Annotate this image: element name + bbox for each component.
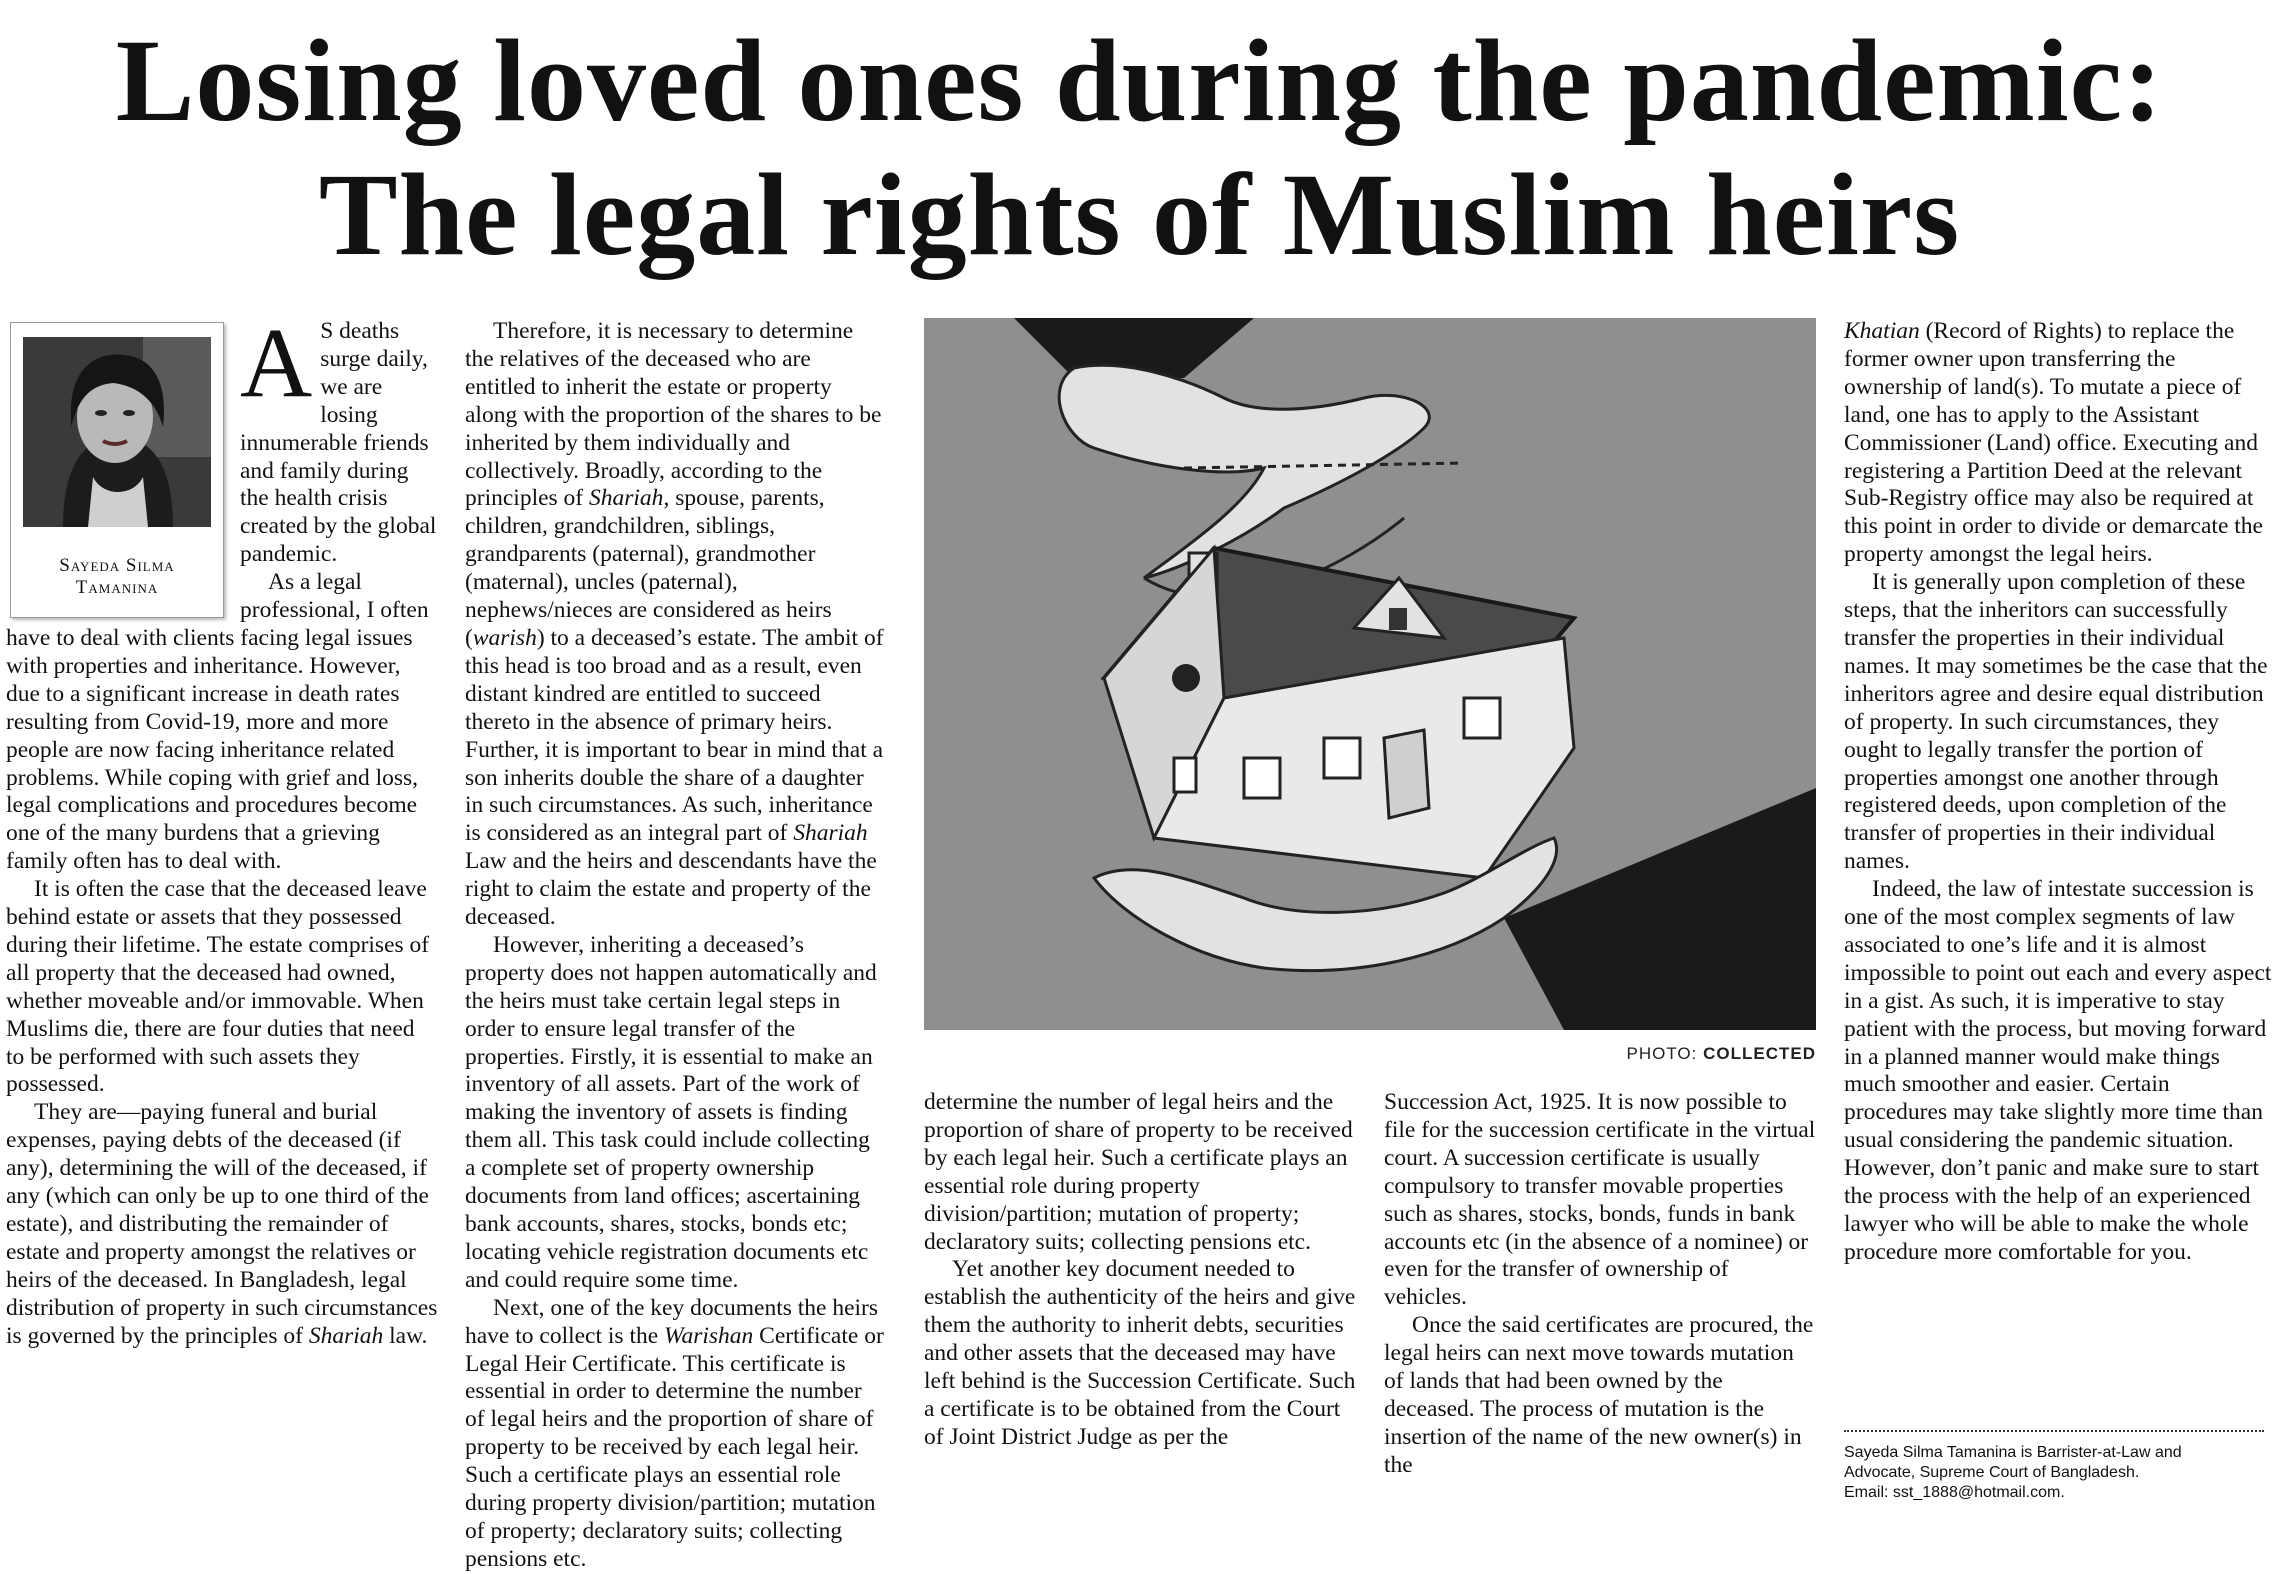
- article-column-4: [1384, 1089, 1816, 1513]
- article-paragraph: As a legal professional, I often have to deal with clients facing legal issues with properties and inheritance. However, due to a significant increase in death rates resulting from Covid-19, more and more people are now facing inheritance related problems. While coping with grief and loss, legal complications and procedures become one of the many burdens that a grieving family often has to deal with.: [6, 569, 429, 875]
- article-paragraph: Yet another key document needed to establish the authenticity of the heirs and give them the authority to inherit debts, securities and other assets that the deceased may have left behind is the Succession Certificate. Such a certificate is to be obtained from the Court of Joint District Judge as per the: [924, 1256, 1356, 1450]
- author-caption: [23, 555, 211, 599]
- italic-term: Shariah: [793, 820, 868, 847]
- headline: [0, 14, 2279, 282]
- headline-line-1: Losing loved ones during the pandemic:: [115, 15, 2164, 146]
- italic-term: warish: [472, 624, 537, 651]
- article-column-1: [6, 307, 438, 1513]
- paragraph-text: (Record of Rights) to replace the former owner upon transferring the ownership of land(s). To mutate a piece of land, one has to apply to the Assistant Commissioner (Land) office. Executing and registering a Partition Deed at the relevant Sub-Registry office may also be required at this point in order to divide or demarcate the property amongst the legal heirs.: [1844, 318, 2263, 568]
- article-paragraph: Once the said certificates are procured, the legal heirs can next move towards mutation of lands that had been owned by the deceased. The process of mutation is the insertion of the name of the new owner(s) in the: [1384, 1312, 1814, 1478]
- photo-credit: [1416, 1044, 1816, 1064]
- article-paragraph: Indeed, the law of intestate succession is one of the most complex segments of law associated to one’s life and it is almost impossible to point out each and every aspect in a gist. As such, it is imperative to stay patient with the process, but moving forward in a planned manner would make things much smoother and easier. Certain procedures may take slightly more time than usual considering the pandemic situation. However, don’t panic and make sure to start the process with the help of an experienced lawyer who will be able to make the whole procedure more comfortable for you.: [1844, 876, 2272, 1265]
- article-paragraph-continued: determine the number of legal heirs and the proportion of share of property to be received by each legal heir. Such a certificate plays an essential role during property division/partition; mutation of property; declaratory suits; collecting pensions etc.: [924, 1089, 1353, 1255]
- article-paragraph-continued: [1844, 318, 2276, 569]
- paragraph-text: Next, one of the key documents the heirs have to collect is the: [465, 1294, 879, 1349]
- author-note-line-1: Sayeda Silma Tamanina is Barrister-at-Law and: [1844, 1444, 2182, 1461]
- article-paragraph: It is generally upon completion of these steps, that the inheritors can successfully transfer the properties in their individual names. It may sometimes be the case that the inheritors agree and desire equal distribution of property. In such circumstances, they ought to legally transfer the portion of properties amongst one another through registered deeds, upon completion of the transfer of properties in their individual names.: [1844, 569, 2268, 875]
- italic-term: Shariah: [308, 1322, 384, 1349]
- hands-passing-house-illustration-icon: [924, 318, 1816, 1030]
- illustration: [924, 318, 1816, 1030]
- author-caption-line-2: Tamanina: [75, 577, 159, 598]
- article-column-2: [465, 318, 885, 1572]
- italic-term: Khatian: [1844, 318, 1920, 344]
- article-column-5: [1844, 318, 2276, 1418]
- author-note-divider: [1844, 1430, 2264, 1432]
- paragraph-text: S deaths surge daily, we are losing innumerable friends and family during the health crisis created by the global pandemic.: [240, 318, 437, 568]
- author-box: [10, 322, 224, 618]
- drop-cap: A: [240, 307, 313, 418]
- author-note-line-3: Email: sst_1888@hotmail.com.: [1844, 1484, 2065, 1501]
- author-note: [1844, 1443, 2274, 1503]
- author-caption-line-1: Sayeda Silma: [59, 555, 175, 576]
- author-portrait-icon: [23, 337, 211, 527]
- article-column-3: [924, 1089, 1356, 1513]
- italic-term: Warishan: [664, 1322, 754, 1349]
- headline-line-2: The legal rights of Muslim heirs: [318, 149, 1961, 280]
- article-paragraph-continued: Succession Act, 1925. It is now possible to file for the succession certificate in the virtual court. A succession certificate is usually compulsory to transfer movable properties such as shares, stocks, bonds, funds in bank accounts etc (in the absence of a nominee) or even for the transfer of ownership of vehicles.: [1384, 1089, 1816, 1311]
- photo-credit-source: COLLECTED: [1703, 1044, 1816, 1063]
- paragraph-text: ) to a deceased’s estate. The ambit of this head is too broad and as a result, even distant kindred are entitled to succeed thereto in the absence of primary heirs. Further, it is important to bear in mind that a son inherits double the share of a daughter in such circumstances. As such, inheritance is considered as an integral part of: [465, 624, 884, 847]
- author-photo: [23, 337, 211, 527]
- photo-credit-prefix: PHOTO:: [1626, 1044, 1704, 1063]
- article-paragraph: [6, 1099, 438, 1350]
- author-note-line-2: Advocate, Supreme Court of Bangladesh.: [1844, 1464, 2140, 1481]
- paragraph-text: law.: [383, 1322, 428, 1349]
- article-paragraph: It is often the case that the deceased leave behind estate or assets that they possessed during their lifetime. The estate comprises of all property that the deceased had owned, whether moveable and/or immovable. When Muslims die, there are four duties that need to be performed with such assets they possessed.: [6, 876, 430, 1098]
- article-paragraph: [465, 1295, 885, 1574]
- paragraph-text: , spouse, parents, children, grandchildren, siblings, grandparents (paternal), grandmother (maternal), uncles (paternal), nephews/nieces are considered as heirs (: [465, 485, 832, 651]
- paragraph-text: Law and the heirs and descendants have the right to claim the estate and property of the deceased.: [465, 848, 877, 931]
- article-paragraph: [465, 318, 885, 932]
- article-paragraph: However, inheriting a deceased’s property does not happen automatically and the heirs must take certain legal steps in order to ensure legal transfer of the properties. Firstly, it is essential to make an inventory of all assets. Part of the work of making the inventory of assets is finding them all. This task could include collecting a complete set of property ownership documents from land offices; ascertaining bank accounts, shares, stocks, bonds etc; locating vehicle registration documents etc and could require some time.: [465, 931, 877, 1293]
- paragraph-text: They are—paying funeral and burial expenses, paying debts of the deceased (if any), determining the will of the deceased, if any (which can only be up to one third of the estate), and distributing the remainder of estate and property amongst the relatives or heirs of the deceased. In Bangladesh, legal distribution of property in such circumstances is governed by the principles of: [6, 1099, 438, 1349]
- paragraph-text: Therefore, it is necessary to determine the relatives of the deceased who are entitled to inherit the estate or property along with the proportion of the shares to be inherited by them individually and collectively. Broadly, according to the principles of: [465, 318, 882, 512]
- italic-term: Shariah: [589, 485, 664, 512]
- paragraph-text: Certificate or Legal Heir Certificate. This certificate is essential in order to determine the number of legal heirs and the proportion of share of property to be received by each legal heir. Such a certificate plays an essential role during property division/partition; mutation of property; declaratory suits; collecting pensions etc.: [465, 1322, 884, 1572]
